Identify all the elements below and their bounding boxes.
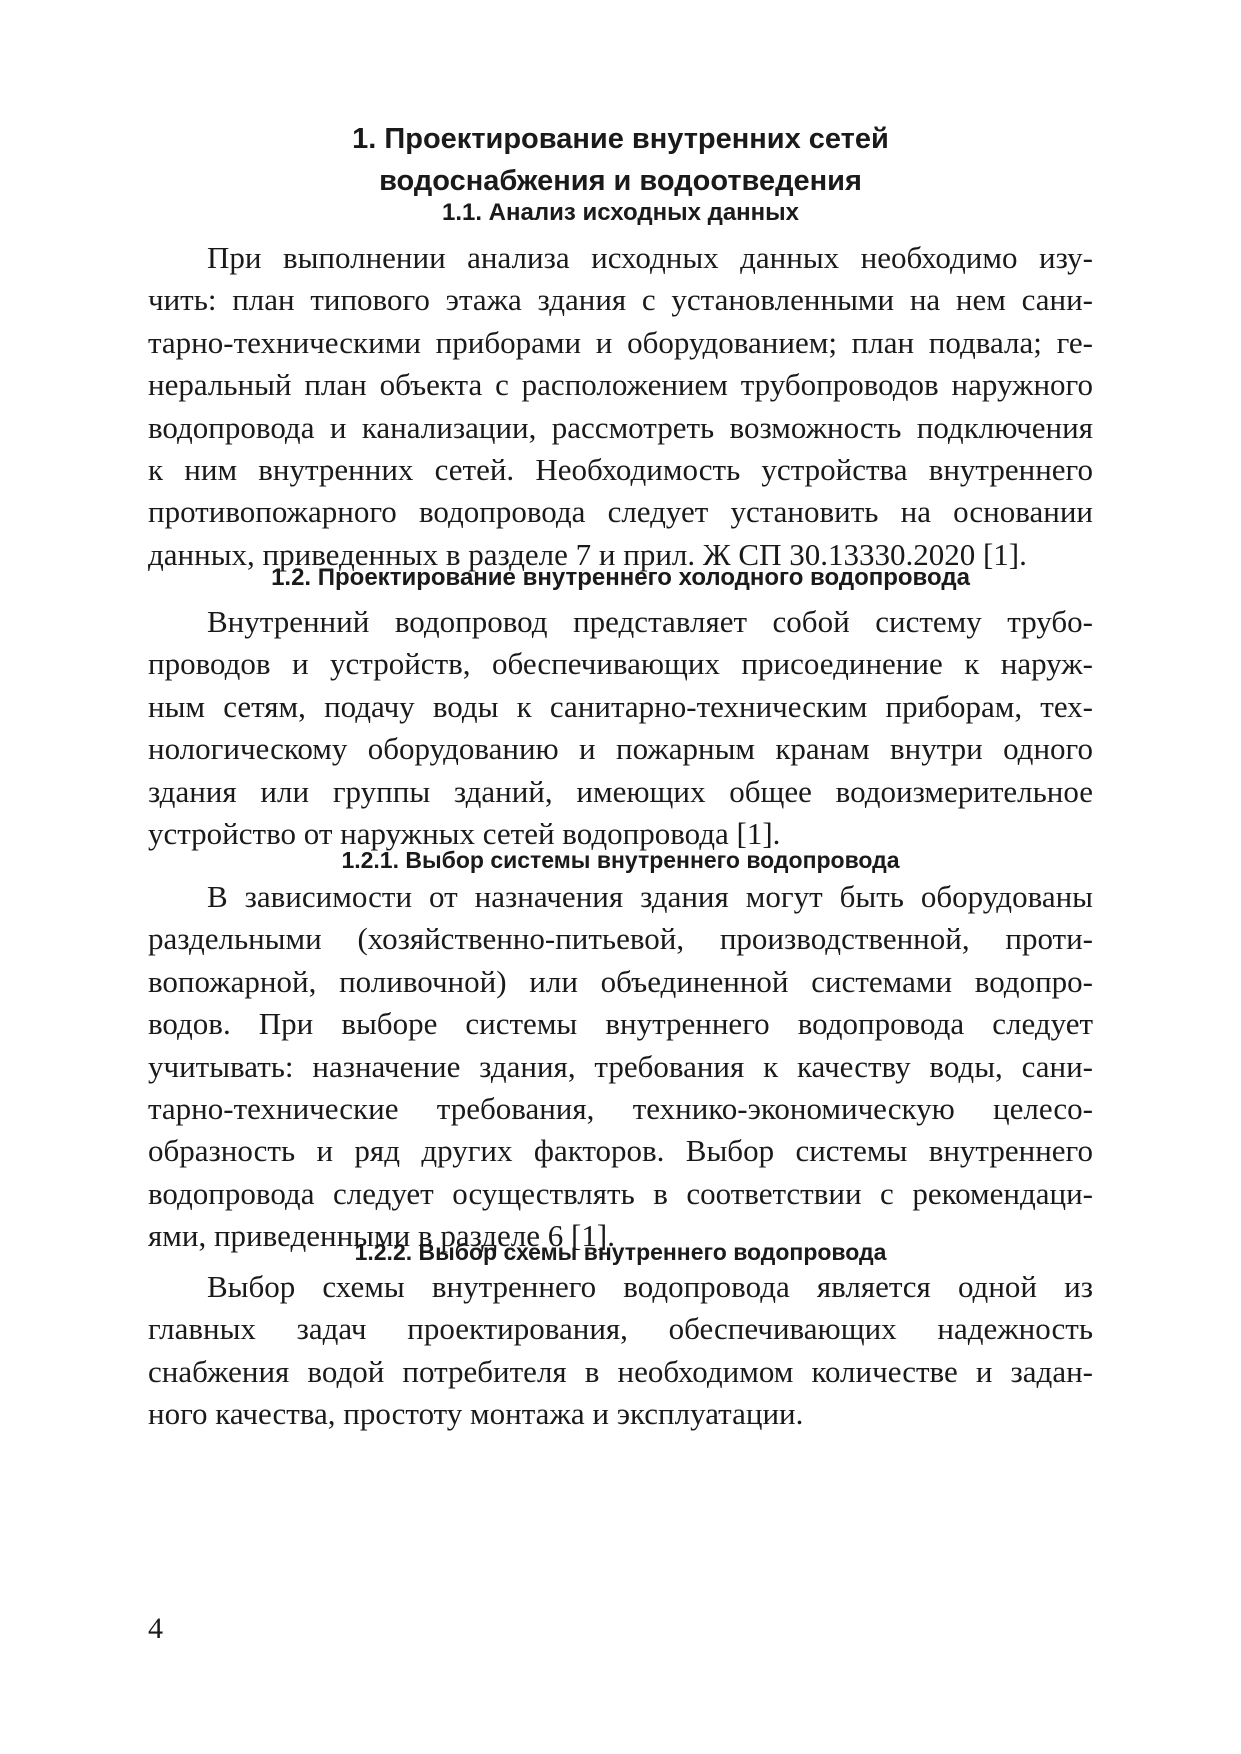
paragraph-line: водопровода следует осуществлять в соответствии с рекомендаци-	[148, 1175, 1093, 1211]
paragraph-line: тарно-технические требования, технико-экономическую целесо-	[148, 1090, 1093, 1126]
paragraph-line: неральный план объекта с расположением трубопроводов наружного	[148, 367, 1093, 403]
paragraph-line: здания или группы зданий, имеющих общее водоизмерительное	[148, 773, 1093, 809]
paragraph-line: снабжения водой потребителя в необходимом количестве и задан-	[148, 1353, 1093, 1389]
paragraph-line: учитывать: назначение здания, требования к качеству воды, сани-	[148, 1048, 1093, 1084]
paragraph-line: водопровода и канализации, рассмотреть возможность подключения	[148, 409, 1093, 445]
paragraph-line: чить: план типового этажа здания с установленными на нем сани-	[148, 282, 1093, 318]
paragraph-line: проводов и устройств, обеспечивающих присоединение к наруж-	[148, 646, 1093, 682]
page-number: 4	[148, 1612, 163, 1645]
paragraph-line: Выбор схемы внутреннего водопровода является одной из	[207, 1269, 1093, 1304]
paragraph-line: Внутренний водопровод представляет собой систему трубо-	[207, 604, 1093, 639]
paragraph-line: ями, приведенными в разделе 6 [1].	[148, 1218, 615, 1254]
chapter-heading	[148, 118, 1093, 202]
paragraph-line: главных задач проектирования, обеспечивающих надежность	[148, 1311, 1093, 1347]
paragraph-line: При выполнении анализа исходных данных необходимо изу-	[207, 240, 1093, 275]
paragraph-line: нологическому оборудованию и пожарным кранам внутри одного	[148, 731, 1093, 767]
chapter-heading-line: 1. Проектирование внутренних сетей	[352, 123, 889, 155]
section-1-1-title: 1.1. Анализ исходных данных	[441, 199, 799, 226]
chapter-heading-line: водоснабжения и водоотведения	[379, 165, 862, 197]
paragraph-line: водов. При выборе системы внутреннего водопровода следует	[148, 1006, 1093, 1042]
paragraph-line: ного качества, простоту монтажа и эксплуатации.	[148, 1396, 804, 1432]
section-1-2-title: 1.2. Проектирование внутреннего холодного водопровода	[271, 564, 970, 591]
section-1-2-1-paragraph	[148, 876, 1093, 1258]
paragraph-line: данных, приведенных в разделе 7 и прил. Ж СП 30.13330.2020 [1].	[148, 536, 1027, 572]
paragraph-line: к ним внутренних сетей. Необходимость устройства внутреннего	[148, 451, 1093, 487]
paragraph-line: вопожарной, поливочной) или объединенной системами водопро-	[148, 963, 1093, 999]
paragraph-line: образность и ряд других факторов. Выбор системы внутреннего	[148, 1133, 1093, 1169]
paragraph-line: ным сетям, подачу воды к санитарно-техническим приборам, тех-	[148, 688, 1093, 724]
section-1-2-paragraph	[148, 601, 1093, 855]
paragraph-line: противопожарного водопровода следует установить на основании	[148, 494, 1093, 530]
paragraph-line: В зависимости от назначения здания могут быть оборудованы	[207, 879, 1093, 914]
paragraph-line: раздельными (хозяйственно-питьевой, производственной, проти-	[148, 921, 1093, 957]
section-1-1-paragraph	[148, 237, 1093, 576]
paragraph-line: тарно-техническими приборами и оборудованием; план подвала; ге-	[148, 324, 1093, 360]
section-1-2-2-title: 1.2.2. Выбор схемы внутреннего водопровода	[354, 1239, 887, 1265]
paragraph-line: устройство от наружных сетей водопровода [1].	[148, 815, 781, 851]
section-1-2-2-paragraph	[148, 1266, 1093, 1436]
section-1-2-1-title: 1.2.1. Выбор системы внутреннего водопровода	[341, 847, 900, 873]
